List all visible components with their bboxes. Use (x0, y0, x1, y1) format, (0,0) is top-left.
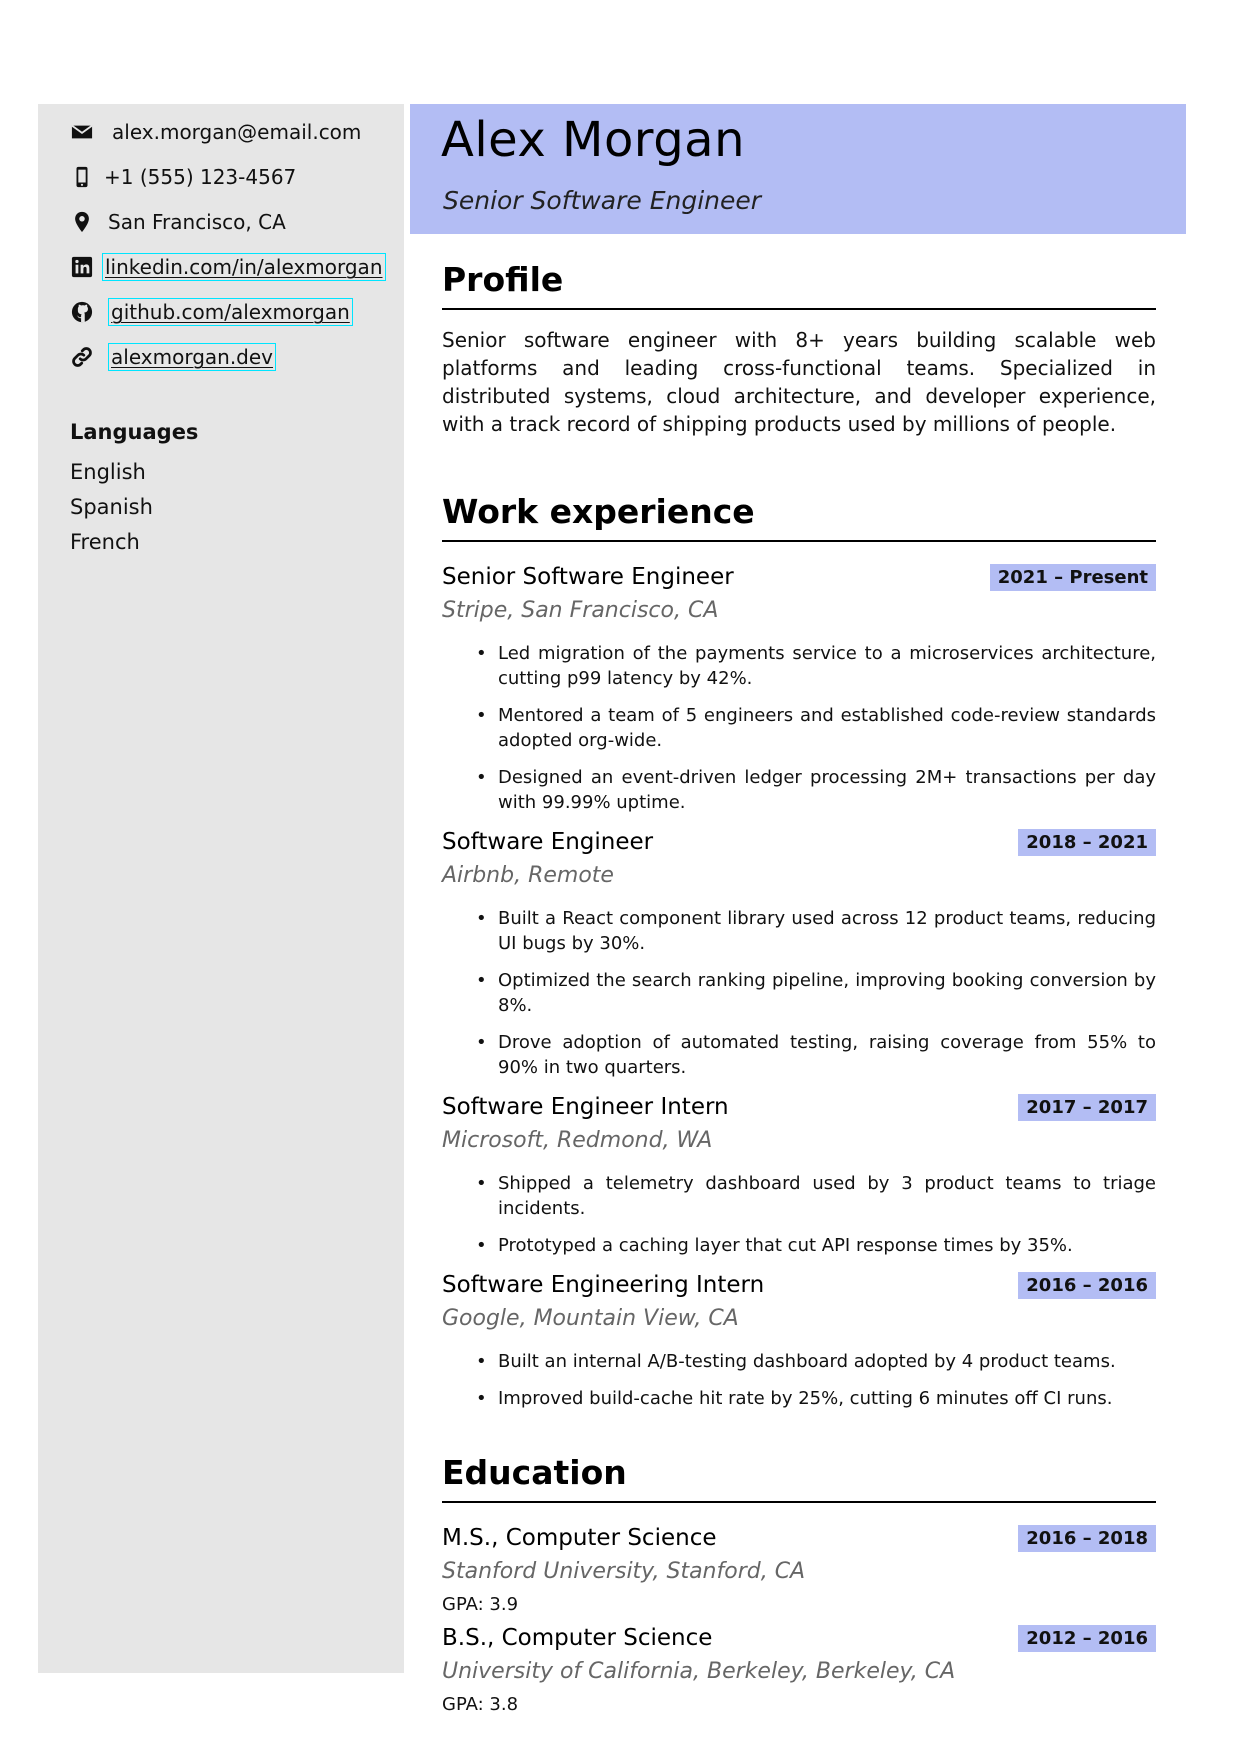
job-date-badge: 2017 – 2017 (1018, 1094, 1156, 1121)
bullet-item: • Mentored a team of 5 engineers and established code-review standards adopted org-wide. (476, 703, 1156, 753)
job-role: Software Engineer Intern (442, 1094, 729, 1120)
job-company: Airbnb, Remote (442, 863, 614, 888)
bullet-item: • Drove adoption of automated testing, raising coverage from 55% to 90% in two quarters. (476, 1030, 1156, 1080)
job-entry (442, 1092, 1156, 1258)
language-item: English (70, 460, 146, 484)
education-date-badge: 2016 – 2018 (1018, 1525, 1156, 1552)
website-link[interactable]: alexmorgan.dev (108, 343, 276, 371)
languages-list (70, 458, 153, 563)
contact-location (70, 206, 400, 238)
envelope-icon (70, 120, 94, 144)
profile-text: Senior software engineer with 8+ years building scalable web platforms and leading cross-functional teams. Specialized in distributed systems, cloud architecture, and developer experience, with a track record of shipping products used by millions of people. (442, 328, 1156, 436)
job-entry (442, 562, 1156, 815)
github-icon (70, 300, 94, 324)
mobile-phone-icon (70, 165, 94, 189)
school: Stanford University, Stanford, CA (442, 1559, 806, 1584)
job-role: Software Engineering Intern (442, 1272, 765, 1298)
contact-linkedin[interactable] (70, 251, 400, 283)
email-text[interactable]: alex.morgan@email.com (112, 120, 362, 144)
education-entry (442, 1623, 1156, 1715)
job-company: Google, Mountain View, CA (442, 1306, 739, 1331)
job-role: Senior Software Engineer (442, 564, 734, 590)
job-entry (442, 827, 1156, 1080)
contact-website[interactable] (70, 341, 400, 373)
job-bullets (442, 641, 1156, 815)
link-chain-icon (70, 345, 94, 369)
job-company: Microsoft, Redmond, WA (442, 1128, 713, 1153)
job-bullets (442, 1171, 1156, 1258)
degree: M.S., Computer Science (442, 1525, 717, 1551)
experience-heading: Work experience (442, 492, 1156, 542)
bullet-item: • Led migration of the payments service to a microservices architecture, cutting p99 latency by 42%. (476, 641, 1156, 691)
job-role: Software Engineer (442, 829, 654, 855)
languages-title: Languages (70, 420, 199, 444)
job-date-badge: 2016 – 2016 (1018, 1272, 1156, 1299)
bullet-item: • Shipped a telemetry dashboard used by 3 product teams to triage incidents. (476, 1171, 1156, 1221)
bullet-item: • Built a React component library used across 12 product teams, reducing UI bugs by 30%. (476, 906, 1156, 956)
education-heading: Education (442, 1453, 1156, 1503)
language-item: Spanish (70, 495, 153, 519)
candidate-title: Senior Software Engineer (443, 186, 762, 215)
school: University of California, Berkeley, Berkeley, CA (442, 1659, 956, 1684)
job-date-badge: 2018 – 2021 (1018, 829, 1156, 856)
education-entry (442, 1523, 1156, 1615)
main-content (442, 260, 1156, 1715)
contact-email[interactable] (70, 116, 400, 148)
phone-text[interactable]: +1 (555) 123-4567 (104, 165, 297, 189)
bullet-item: • Improved build-cache hit rate by 25%, cutting 6 minutes off CI runs. (476, 1386, 1156, 1411)
job-bullets (442, 1349, 1156, 1411)
contact-phone[interactable] (70, 161, 400, 193)
job-date-badge: 2021 – Present (990, 564, 1156, 591)
bullet-item: • Prototyped a caching layer that cut API response times by 35%. (476, 1233, 1156, 1258)
linkedin-link[interactable]: linkedin.com/in/alexmorgan (102, 253, 386, 281)
bullet-item: • Built an internal A/B-testing dashboard adopted by 4 product teams. (476, 1349, 1156, 1374)
job-bullets (442, 906, 1156, 1080)
job-entry (442, 1270, 1156, 1411)
gpa: GPA: 3.8 (442, 1694, 519, 1715)
job-company: Stripe, San Francisco, CA (442, 598, 719, 623)
contact-github[interactable] (70, 296, 400, 328)
linkedin-icon (70, 255, 94, 279)
bullet-item: • Optimized the search ranking pipeline, improving booking conversion by 8%. (476, 968, 1156, 1018)
candidate-name: Alex Morgan (441, 112, 745, 168)
profile-heading: Profile (442, 260, 1156, 310)
degree: B.S., Computer Science (442, 1625, 713, 1651)
language-item: French (70, 530, 140, 554)
education-date-badge: 2012 – 2016 (1018, 1625, 1156, 1652)
contact-list (70, 116, 400, 386)
location-text: San Francisco, CA (108, 210, 286, 234)
gpa: GPA: 3.9 (442, 1594, 519, 1615)
github-link[interactable]: github.com/alexmorgan (108, 298, 353, 326)
map-marker-icon (70, 210, 94, 234)
bullet-item: • Designed an event-driven ledger processing 2M+ transactions per day with 99.99% uptime. (476, 765, 1156, 815)
